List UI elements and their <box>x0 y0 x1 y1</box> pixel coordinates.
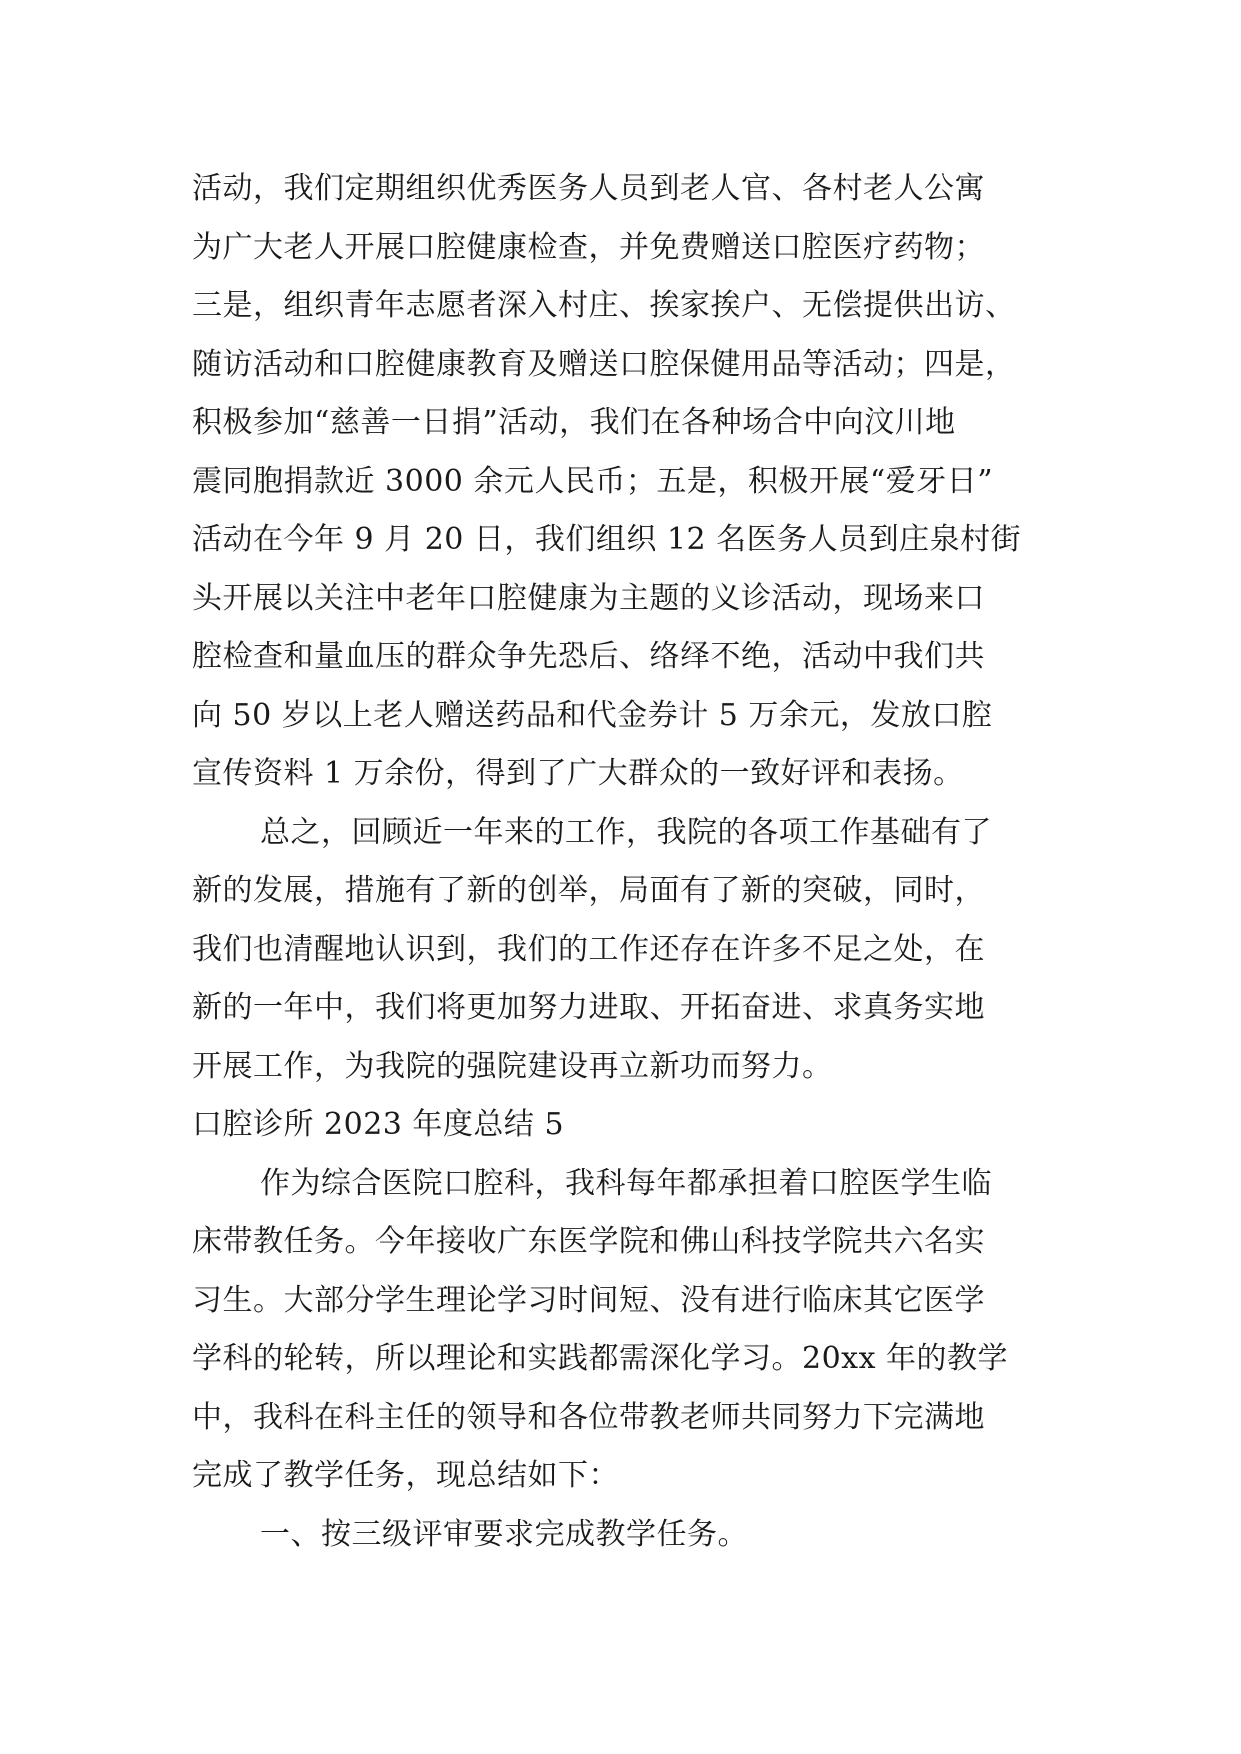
paragraph-community-activities <box>192 160 1052 804</box>
paragraph-line: 为广大老人开展口腔健康检查，并免费赠送口腔医疗药物； <box>192 229 985 265</box>
paragraph-line: 头开展以关注中老年口腔健康为主题的义诊活动，现场来口 <box>192 580 985 616</box>
paragraph-line: 新的发展，措施有了新的创举，局面有了新的突破，同时， <box>192 873 985 908</box>
paragraph-teaching-intro <box>192 1155 1052 1506</box>
paragraph-line: 积极参加“慈善一日捐”活动，我们在各种场合中向汶川地 <box>192 405 956 440</box>
paragraph-line: 完成了教学任务，现总结如下： <box>192 1458 619 1493</box>
section-title: 口腔诊所 2023 年度总结 5 <box>192 1107 565 1142</box>
subheading: 一、按三级评审要求完成教学任务。 <box>260 1516 748 1552</box>
paragraph-line: 作为综合医院口腔科，我科每年都承担着口腔医学生临 <box>260 1165 992 1201</box>
paragraph-line: 总之，回顾近一年来的工作，我院的各项工作基础有了 <box>260 814 992 850</box>
paragraph-line: 中，我科在科主任的领导和各位带教老师共同努力下完满地 <box>192 1399 985 1435</box>
paragraph-line: 习生。大部分学生理论学习时间短、没有进行临床其它医学 <box>192 1282 985 1318</box>
paragraph-line: 随访活动和口腔健康教育及赠送口腔保健用品等活动；四是， <box>192 346 1016 382</box>
paragraph-line: 我们也清醒地认识到，我们的工作还存在许多不足之处，在 <box>192 931 985 967</box>
paragraph-line: 宣传资料 1 万余份，得到了广大群众的一致好评和表扬。 <box>192 756 964 791</box>
paragraph-line: 学科的轮转，所以理论和实践都需深化学习。20xx 年的教学 <box>192 1341 1009 1376</box>
document-body <box>192 160 1052 1564</box>
paragraph-line: 活动在今年 9 月 20 日，我们组织 12 名医务人员到庄泉村街 <box>192 522 1022 557</box>
paragraph-line: 向 50 岁以上老人赠送药品和代金券计 5 万余元，发放口腔 <box>192 697 993 733</box>
paragraph-line: 床带教任务。今年接收广东医学院和佛山科技学院共六名实 <box>192 1224 985 1259</box>
paragraph-line: 新的一年中，我们将更加努力进取、开拓奋进、求真务实地 <box>192 990 985 1025</box>
paragraph-summary <box>192 804 1052 1097</box>
paragraph-line: 开展工作，为我院的强院建设再立新功而努力。 <box>192 1048 833 1084</box>
paragraph-line: 腔检查和量血压的群众争先恐后、络绎不绝，活动中我们共 <box>192 639 985 674</box>
paragraph-line: 活动，我们定期组织优秀医务人员到老人官、各村老人公寓 <box>192 171 985 206</box>
paragraph-line: 三是，组织青年志愿者深入村庄、挨家挨户、无偿提供出访、 <box>192 288 1016 323</box>
paragraph-line: 震同胞捐款近 3000 余元人民币；五是，积极开展“爱牙日” <box>192 463 994 499</box>
